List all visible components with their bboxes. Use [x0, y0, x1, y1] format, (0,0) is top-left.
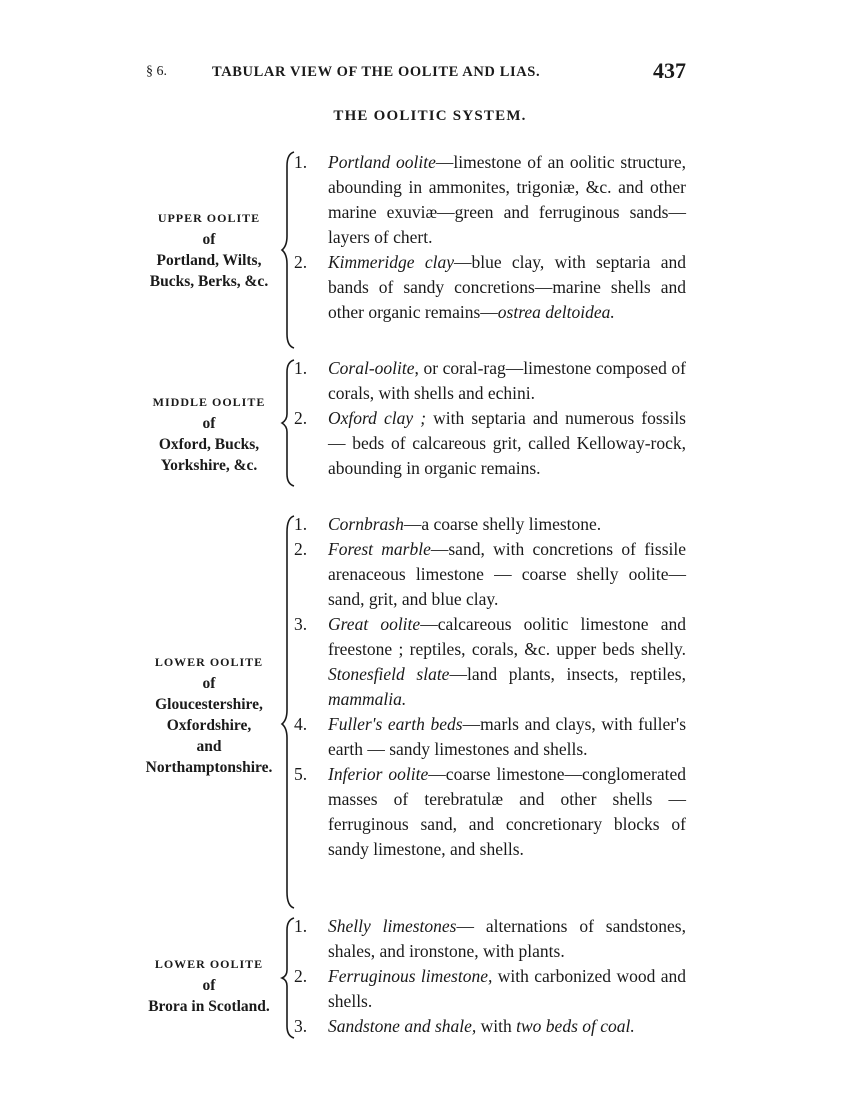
entry-description: —coarse limestone—conglomerated masses of terebratulæ and other shells — ferruginous sand, and concretionary blocks of sandy limestone, and shells. [328, 764, 687, 859]
label-locality: Oxford, Bucks, [158, 436, 260, 453]
entry-term: Fuller's earth beds [328, 714, 463, 734]
entry-term: two beds of coal. [516, 1016, 635, 1036]
entry-list [294, 150, 686, 325]
list-item [294, 712, 686, 762]
entry-description: —blue clay, with septaria and bands of sandy concretions—marine shells and other organic remains— [328, 252, 686, 322]
section-number: § 6. [146, 64, 167, 79]
entry-number: 3. [294, 1016, 308, 1036]
label-of: of [202, 231, 216, 248]
label-of: of [202, 977, 216, 994]
label-locality: Gloucestershire, [155, 696, 263, 713]
label-of: of [202, 675, 216, 692]
entry-term: Forest marble [328, 539, 431, 559]
entry-term: Kimmeridge clay [328, 252, 454, 272]
entry-description: —a coarse shelly limestone. [403, 514, 602, 534]
label-locality: Oxfordshire, [166, 717, 252, 734]
entry-description: with carbonized wood and shells. [328, 966, 686, 1011]
list-item [294, 612, 686, 712]
list-item [294, 537, 686, 612]
entry-term: mammalia. [328, 689, 407, 709]
group-lower-oolite-england [0, 512, 850, 908]
group-label [140, 392, 278, 476]
entry-number: 1. [294, 514, 308, 534]
formation-name: UPPER OOLITE [157, 211, 261, 225]
entry-description: —marls and clays, with fuller's earth — sandy limestones and shells. [328, 714, 687, 759]
group-upper-oolite [0, 150, 850, 350]
entry-number: 2. [294, 539, 308, 559]
label-locality: Northamptonshire. [145, 759, 273, 776]
entry-number: 1. [294, 358, 308, 378]
entry-description: —limestone of an oolitic structure, abounding in ammonites, trigoniæ, &c. and other marine exuviæ—green and ferruginous sands—layers of chert. [328, 152, 687, 247]
list-item [294, 356, 686, 406]
label-and: and [196, 738, 222, 755]
entry-description: —sand, with concretions of fissile arenaceous limestone — coarse shelly oolite—sand, grit, and blue clay. [328, 539, 686, 609]
entry-description: with [476, 1016, 517, 1036]
list-item [294, 964, 686, 1014]
label-locality: Portland, Wilts, [156, 252, 262, 269]
entry-term: Oxford clay ; [328, 408, 427, 428]
entry-description: —land plants, insects, reptiles, [449, 664, 686, 684]
group-label [132, 652, 286, 778]
page-title: THE OOLITIC SYSTEM. [333, 108, 527, 124]
entry-text [328, 537, 686, 612]
list-item [294, 512, 686, 537]
formation-name: LOWER OOLITE [154, 655, 264, 669]
entry-description: — alternations of sandstones, shales, and ironstone, with plants. [328, 916, 686, 961]
entry-list [294, 512, 686, 862]
entry-text [328, 964, 686, 1014]
entry-number: 1. [294, 916, 308, 936]
entry-text [328, 512, 686, 537]
entry-text [328, 712, 686, 762]
list-item [294, 406, 686, 481]
entry-species: ostrea deltoidea. [497, 302, 615, 322]
entry-term: Ferruginous limestone, [328, 966, 493, 986]
entry-number: 4. [294, 714, 308, 734]
entry-text [328, 1014, 686, 1039]
entry-number: 1. [294, 152, 308, 172]
entry-term: Sandstone and shale, [328, 1016, 477, 1036]
entry-term: Portland oolite [328, 152, 436, 172]
entry-text [328, 250, 686, 325]
group-middle-oolite [0, 356, 850, 504]
entry-term: Cornbrash [328, 514, 404, 534]
group-label [140, 208, 278, 292]
entry-number: 5. [294, 764, 308, 784]
group-lower-oolite-brora [0, 914, 850, 1042]
entry-term: Coral-oolite [328, 358, 415, 378]
list-item [294, 150, 686, 250]
label-locality: Bucks, Berks, &c. [149, 273, 269, 290]
group-label [134, 954, 284, 1017]
label-of: of [202, 415, 216, 432]
entry-list [294, 356, 686, 481]
entry-list [294, 914, 686, 1039]
running-head [146, 58, 686, 88]
list-item [294, 914, 686, 964]
entry-number: 2. [294, 252, 308, 272]
list-item [294, 762, 686, 862]
label-locality: Brora in Scotland. [148, 998, 270, 1015]
entry-description: , or coral-rag—limestone composed of corals, with shells and echini. [328, 358, 686, 403]
entry-description: —calcareous oolitic limestone and freestone ; reptiles, corals, &c. upper beds shelly. [328, 614, 686, 659]
entry-number: 3. [294, 614, 308, 634]
entry-text [328, 356, 686, 406]
entry-number: 2. [294, 408, 308, 428]
entry-description: with septaria and numerous fossils — beds of calcareous grit, called Kelloway-rock, abounding in organic remains. [328, 408, 686, 478]
entry-number: 2. [294, 966, 308, 986]
entry-term: Shelly limestones [328, 916, 457, 936]
list-item [294, 1014, 686, 1039]
page-number: 437 [653, 58, 686, 83]
entry-text [328, 150, 686, 250]
entry-term: Stonesfield slate [328, 664, 450, 684]
entry-text [328, 612, 686, 712]
running-title: TABULAR VIEW OF THE OOLITE AND LIAS. [212, 64, 541, 80]
entry-term: Inferior oolite [328, 764, 429, 784]
formation-name: MIDDLE OOLITE [152, 395, 266, 409]
entry-text [328, 762, 686, 862]
list-item [294, 250, 686, 325]
label-locality: Yorkshire, &c. [160, 457, 258, 474]
formation-name: LOWER OOLITE [154, 957, 264, 971]
entry-text [328, 406, 686, 481]
entry-term: Great oolite [328, 614, 421, 634]
entry-text [328, 914, 686, 964]
